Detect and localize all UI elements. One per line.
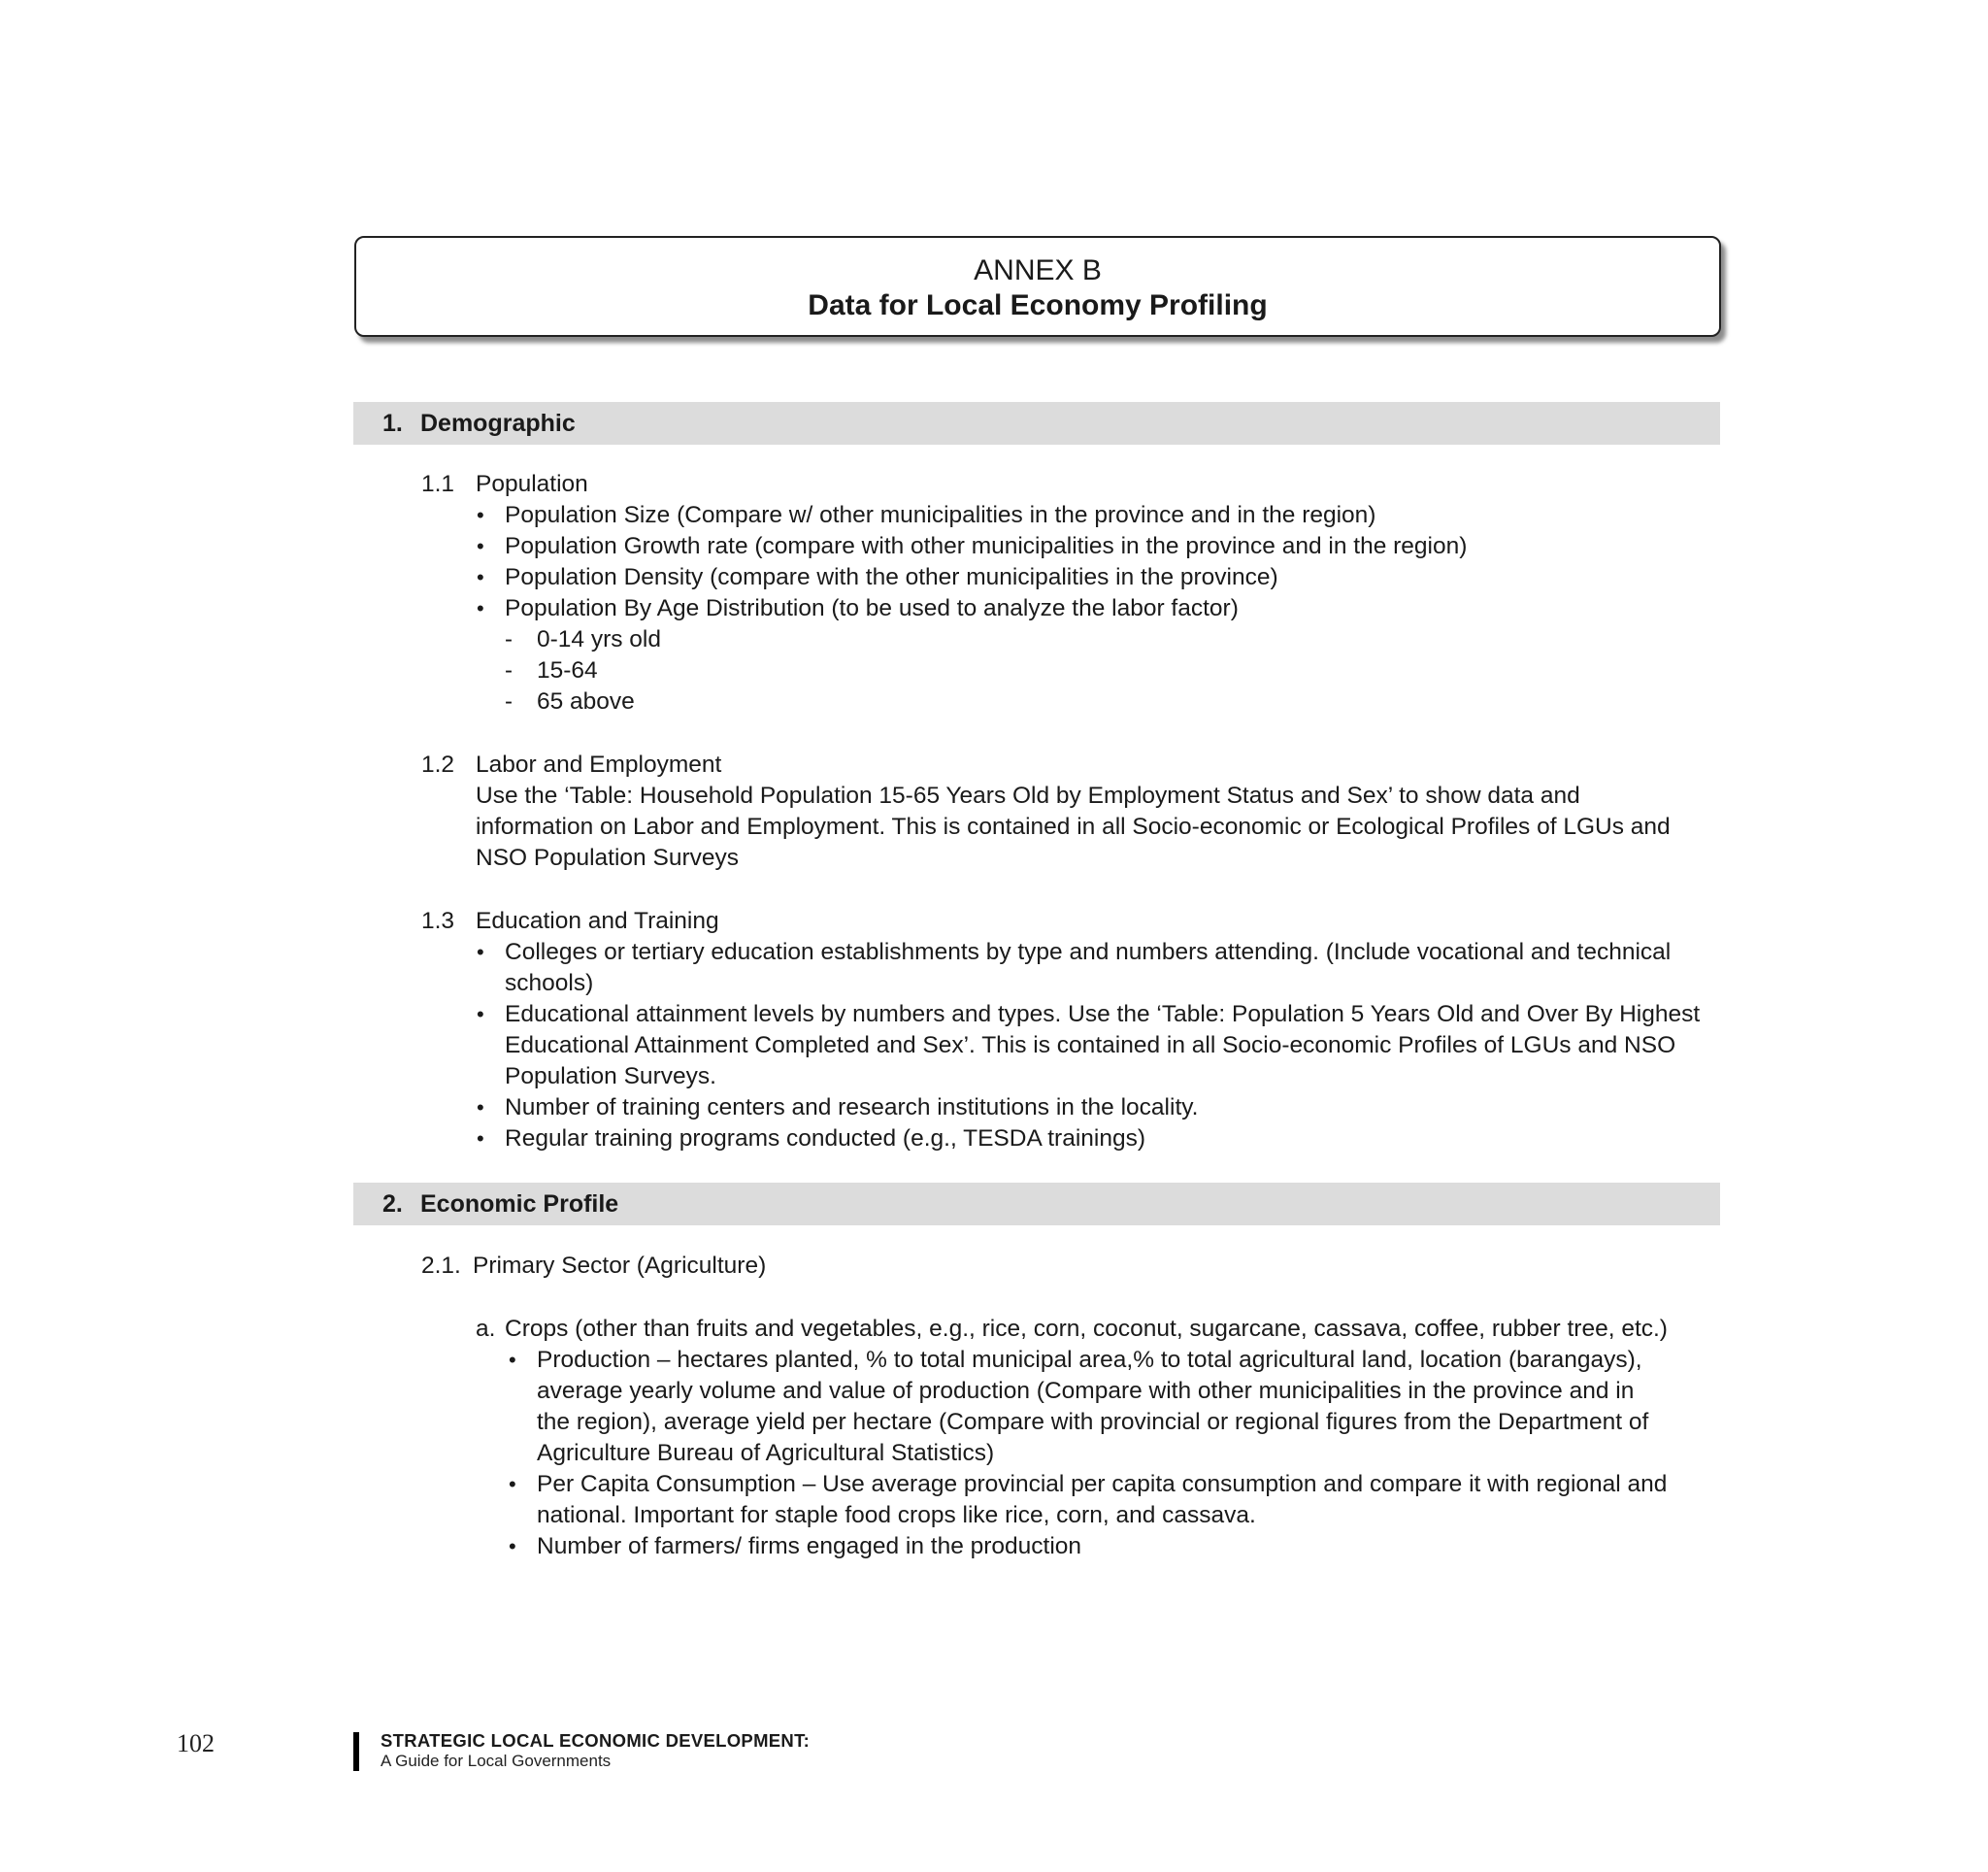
- subsection-number: 1.2: [421, 752, 455, 778]
- paragraph-line: NSO Population Surveys: [476, 845, 739, 871]
- list-item-continued: Population Surveys.: [505, 1063, 716, 1089]
- list-item: 15-64: [537, 657, 598, 684]
- paragraph-line: Use the ‘Table: Household Population 15-65 Years Old by Employment Status and Sex’ to show data and: [476, 783, 1580, 809]
- list-item: Number of training centers and research institutions in the locality.: [505, 1094, 1199, 1120]
- list-item: Population Size (Compare w/ other municipalities in the province and in the region): [505, 502, 1376, 528]
- footer-title: STRATEGIC LOCAL ECONOMIC DEVELOPMENT:: [381, 1730, 811, 1751]
- annex-label: ANNEX B: [974, 254, 1102, 286]
- section-header-demographic: [353, 402, 1720, 445]
- bullet-icon: •: [477, 503, 484, 527]
- list-item: 65 above: [537, 688, 635, 715]
- list-item-continued: schools): [505, 970, 594, 996]
- paragraph-line: information on Labor and Employment. This is contained in all Socio-economic or Ecological Profiles of LGUs and: [476, 814, 1671, 840]
- list-item: Population Density (compare with the other municipalities in the province): [505, 564, 1278, 590]
- dash-icon: -: [505, 688, 513, 715]
- list-item: Regular training programs conducted (e.g., TESDA trainings): [505, 1125, 1146, 1152]
- list-item: Number of farmers/ firms engaged in the production: [537, 1533, 1082, 1559]
- list-item-continued: the region), average yield per hectare (Compare with provincial or regional figures from the Department of: [537, 1409, 1649, 1435]
- list-item-continued: average yearly volume and value of production (Compare with other municipalities in the province and in: [537, 1378, 1635, 1404]
- section-number: 1.: [382, 410, 403, 437]
- bullet-icon: •: [509, 1472, 516, 1496]
- bullet-icon: •: [477, 1126, 484, 1151]
- bullet-icon: •: [477, 596, 484, 620]
- footer-subtitle: A Guide for Local Governments: [381, 1752, 612, 1770]
- section-label: Economic Profile: [420, 1190, 619, 1218]
- subsection-number: 2.1.: [421, 1253, 461, 1279]
- subsection-number: 1.1: [421, 471, 455, 497]
- list-item-continued: national. Important for staple food crops like rice, corn, and cassava.: [537, 1502, 1256, 1528]
- dash-icon: -: [505, 626, 513, 652]
- subsection-title: Population: [476, 471, 588, 497]
- list-item: Population By Age Distribution (to be used to analyze the labor factor): [505, 595, 1239, 621]
- list-item: Educational attainment levels by numbers and types. Use the ‘Table: Population 5 Years Old and Over By Highest: [505, 1001, 1701, 1027]
- list-item: Colleges or tertiary education establishments by type and numbers attending. (Include vocational and technical: [505, 939, 1672, 965]
- bullet-icon: •: [509, 1534, 516, 1558]
- section-header-economic-profile: [353, 1183, 1720, 1225]
- list-item-continued: Agriculture Bureau of Agricultural Statistics): [537, 1440, 995, 1466]
- list-item: 0-14 yrs old: [537, 626, 662, 652]
- dash-icon: -: [505, 657, 513, 684]
- item-text: Crops (other than fruits and vegetables, e.g., rice, corn, coconut, sugarcane, cassava, coffee, rubber tree, etc.): [505, 1316, 1668, 1342]
- bullet-icon: •: [477, 1002, 484, 1026]
- list-item: Per Capita Consumption – Use average provincial per capita consumption and compare it with regional and: [537, 1471, 1668, 1497]
- list-item-continued: Educational Attainment Completed and Sex’. This is contained in all Socio-economic Profiles of LGUs and NSO: [505, 1032, 1676, 1058]
- section-number: 2.: [382, 1190, 403, 1218]
- bullet-icon: •: [477, 565, 484, 589]
- subsection-title: Primary Sector (Agriculture): [473, 1253, 767, 1279]
- bullet-icon: •: [477, 940, 484, 964]
- subsection-number: 1.3: [421, 908, 455, 934]
- bullet-icon: •: [509, 1348, 516, 1372]
- annex-title: Data for Local Economy Profiling: [808, 289, 1268, 321]
- subsection-title: Education and Training: [476, 908, 719, 934]
- subsection-title: Labor and Employment: [476, 752, 722, 778]
- bullet-icon: •: [477, 534, 484, 558]
- list-item: Production – hectares planted, % to total municipal area,% to total agricultural land, location (barangays),: [537, 1347, 1642, 1373]
- list-item: Population Growth rate (compare with other municipalities in the province and in the region): [505, 533, 1468, 559]
- page-number: 102: [177, 1729, 215, 1757]
- item-marker: a.: [476, 1316, 496, 1342]
- bullet-icon: •: [477, 1095, 484, 1120]
- footer-rule: [353, 1732, 359, 1771]
- annex-title-box: [354, 236, 1721, 337]
- section-label: Demographic: [420, 410, 576, 437]
